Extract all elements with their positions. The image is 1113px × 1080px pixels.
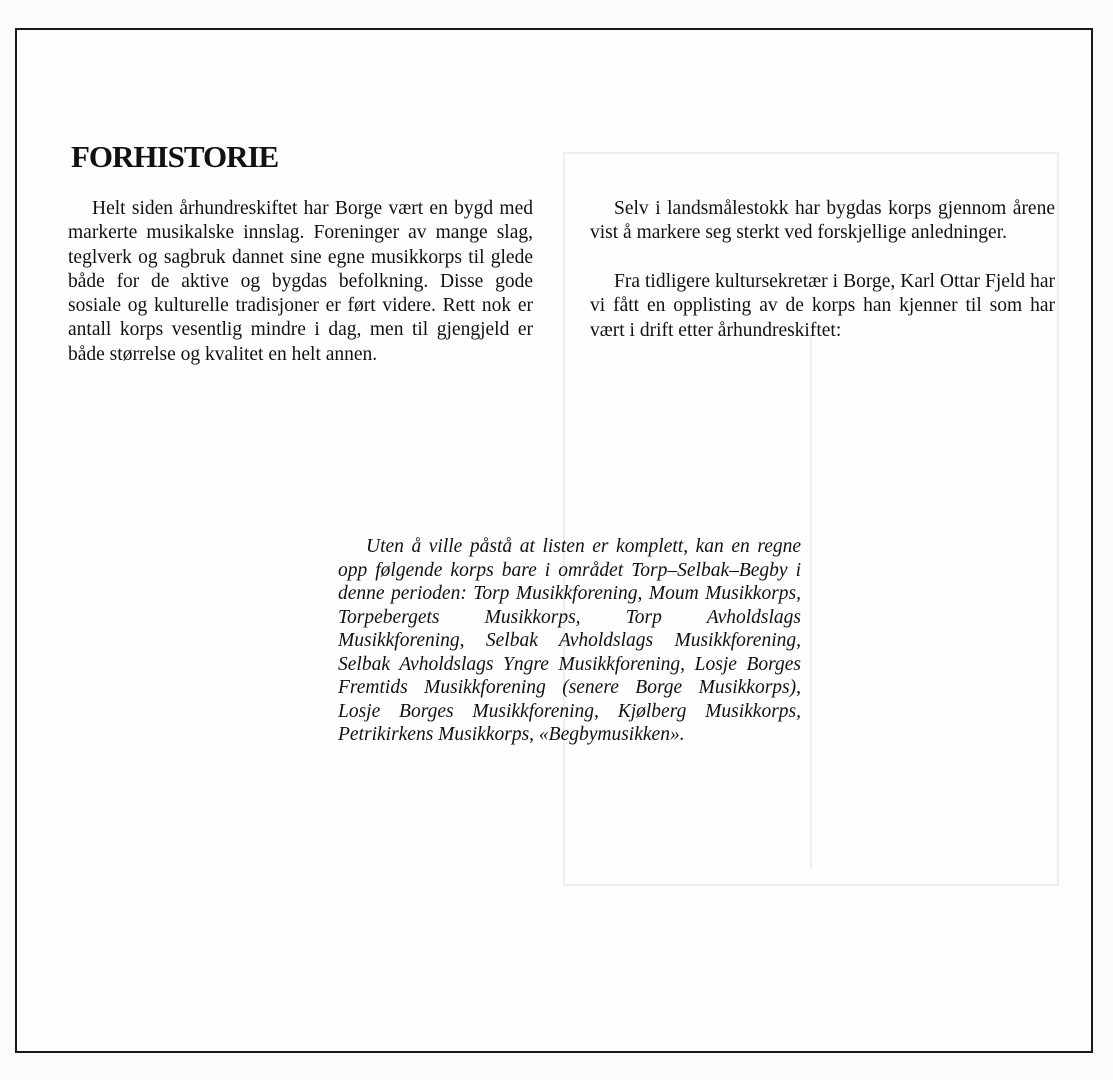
left-column-paragraph: Helt siden århundreskiftet har Borge vært en bygd med markerte musikalske innslag. Foreninger av mange slag, teglverk og sagbruk dannet sine egne musikkorps til glede både for de aktive og bygdas befolkning. Disse gode sosiale og kulturelle tradisjoner er ført videre. Rett nok er antall korps vesentlig mindre i dag, men til gjengjeld er både størrelse og kvalitet en helt annen. [68, 198, 533, 365]
bleed-through-portrait-edge [810, 330, 1052, 870]
italic-list-paragraph: Uten å ville påstå at listen er komplett, kan en regne opp følgende korps bare i området Torp–Selbak–Begby i denne perioden: Torp Musikkforening, Moum Musikkorps, Torpebergets Musikkorps, Torp Avholdslags Musikkforening, Selbak Avholdslags Musikkforening, Selbak Avholdslags Yngre Musikkforening, Losje Borges Fremtids Musikkforening (senere Borge Musikkorps), Losje Borges Musikkforening, Kjølberg Musikkorps, Petrikirkens Musikkorps, «Begbymusikken». [338, 536, 801, 745]
right-column-paragraph-1: Selv i landsmålestokk har bygdas korps gjennom årene vist å markere seg sterkt ved forskjellige anledninger. [590, 198, 1055, 244]
section-heading: FORHISTORIE [71, 139, 279, 174]
right-column-paragraph-2: Fra tidligere kultursekretær i Borge, Karl Ottar Fjeld har vi fått en opplisting av de korps han kjenner til som har vært i drift etter århundreskiftet: [590, 271, 1055, 341]
